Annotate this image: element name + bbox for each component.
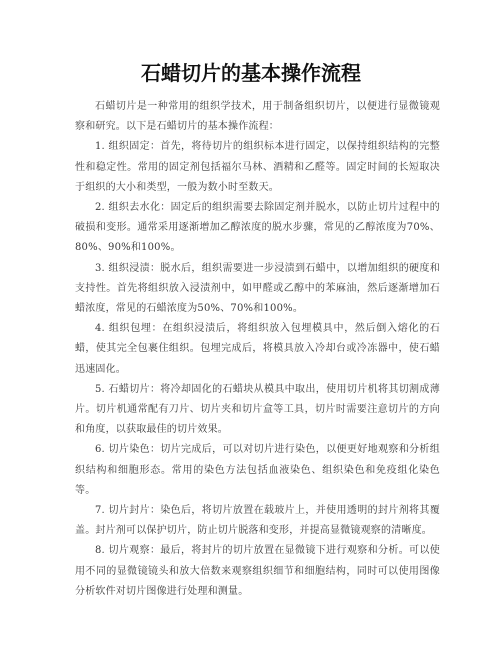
step-5-paragraph: 5. 石蜡切片：将冷却固化的石蜡块从模具中取出，使用切片机将其切割成薄片。切片机通常配有刀片、切片夹和切片盒等工具，切片时需要注意切片的方向和角度，以获取最佳的切片效果。 xyxy=(75,383,440,436)
step-6-paragraph: 6. 切片染色：切片完成后，可以对切片进行染色，以便更好地观察和分析组织结构和细胞形态。常用的染色方法包括血液染色、组织染色和免疫组化染色等。 xyxy=(75,444,440,496)
document-body xyxy=(75,97,440,602)
step-3-paragraph: 3. 组织浸渍：脱水后，组织需要进一步浸渍到石蜡中，以增加组织的硬度和支持性。首先将组织放入浸渍剂中，如甲醛或乙醇中的苯麻油，然后逐渐增加石蜡浓度，常见的石蜡浓度为50%、70%和100%。 xyxy=(75,262,440,315)
intro-paragraph: 石蜡切片是一种常用的组织学技术，用于制备组织切片，以便进行显微镜观察和研究。以下是石蜡切片的基本操作流程： xyxy=(75,101,440,133)
step-8-paragraph: 8. 切片观察：最后，将封片的切片放置在显微镜下进行观察和分析。可以使用不同的显微镜镜头和放大倍数来观察组织细节和细胞结构，同时可以使用图像分析软件对切片图像进行处理和测量。 xyxy=(75,545,440,597)
step-1-paragraph: 1. 组织固定：首先，将待切片的组织标本进行固定，以保持组织结构的完整性和稳定性。常用的固定剂包括福尔马林、酒精和乙醛等。固定时间的长短取决于组织的大小和类型，一般为数小时至数天。 xyxy=(75,141,440,193)
step-2-paragraph: 2. 组织去水化：固定后的组织需要去除固定剂并脱水，以防止切片过程中的破损和变形。通常采用逐渐增加乙醇浓度的脱水步骤，常见的乙醇浓度为70%、80%、90%和100%。 xyxy=(75,202,440,254)
document-title: 石蜡切片的基本操作流程 xyxy=(141,61,361,85)
step-4-paragraph: 4. 组织包埋：在组织浸渍后，将组织放入包埋模具中，然后倒入熔化的石蜡，使其完全包裹住组织。包埋完成后，将模具放入冷却台或冷冻器中，使石蜡迅速固化。 xyxy=(75,323,440,375)
step-7-paragraph: 7. 切片封片：染色后，将切片放置在载玻片上，并使用透明的封片剂将其覆盖。封片剂可以保护切片，防止切片脱落和变形，并提高显微镜观察的清晰度。 xyxy=(75,505,440,537)
